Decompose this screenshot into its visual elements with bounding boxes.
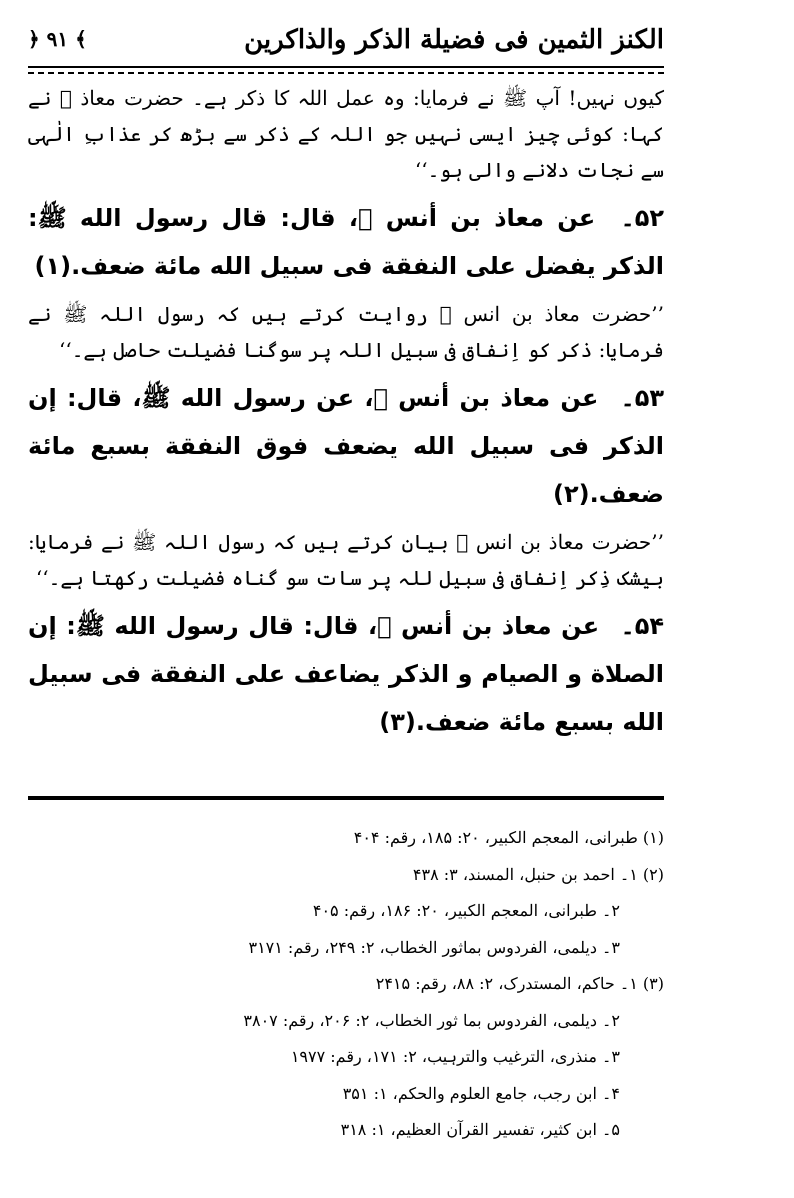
running-title: الكنز الثمين فى فضيلة الذكر والذاكرين xyxy=(244,25,664,55)
main-content xyxy=(28,80,664,752)
footnote-2: (۲) ۱۔ احمد بن حنبل، المسند، ۳: ۴۳۸ xyxy=(412,864,664,884)
hadith-number: ۵۴۔ xyxy=(620,612,665,640)
hadith-number: ۵۳۔ xyxy=(620,384,665,412)
hadith-number: ۵۲۔ xyxy=(620,204,665,232)
footnote-rule xyxy=(28,796,664,800)
footnote-3-ref: ۵۔ ابن کثیر، تفسیر القرآن العظیم، ۱: ۳۱۸ xyxy=(340,1120,620,1139)
page-header xyxy=(28,20,664,64)
hadith-52-arabic xyxy=(28,194,664,290)
footnote-3-ref: ۴۔ ابن رجب، جامع العلوم والحکم، ۱: ۳۵۱ xyxy=(342,1083,620,1103)
hadith-53-translation: ’’حضرت معاذ بن انس ﷛ بیان کرتے ہیں کہ رسول اللہ ﷺ نے فرمایا: بیشک ذِکر اِنفاق فی سبیل للہ پر سات سو گناہ فضیلت رکھتا ہے۔‘‘ xyxy=(28,530,664,590)
hadith-53-arabic xyxy=(28,374,664,518)
header-dashed-rule xyxy=(28,72,664,74)
page-number: ﴿ ۹۱ ﴾ xyxy=(28,27,87,51)
hadith-text: عن معاذ بن أنس ﷛، قال: قال رسول الله ﷺ: الذكر يفضل على النفقة فى سبيل الله مائة ضعف.(۱) xyxy=(28,204,664,280)
hadith-54-arabic xyxy=(28,602,664,746)
header-rule xyxy=(28,66,664,68)
hadith-text: عن معاذ بن أنس ﷛، قال: قال رسول الله ﷺ: إن الصلاة و الصيام و الذكر يضاعف على النفقة فى سبيل الله بسبع مائة ضعف.(۳) xyxy=(28,612,664,736)
footnote-3: (۳) ۱۔ حاکم، المستدرک، ۲: ۸۸، رقم: ۲۴۱۵ xyxy=(375,974,664,993)
footnote-3-ref: ۲۔ دیلمی، الفردوس بما ثور الخطاب، ۲: ۲۰۶، رقم: ۳۸۰۷ xyxy=(243,1010,620,1030)
hadith-52-translation: ’’حضرت معاذ بن انس ﷛ روایت کرتے ہیں کہ رسول اللہ ﷺ نے فرمایا: ذکر کو اِنفاق فی سبیل اللہ پر سوگنا فضیلت حاصل ہے۔‘‘ xyxy=(28,302,664,362)
footnote-2-ref: ۲۔ طبرانی، المعجم الکبیر، ۲۰: ۱۸۶، رقم: ۴۰۵ xyxy=(312,901,620,920)
footnote-1: (۱) طبرانی، المعجم الکبیر، ۲۰: ۱۸۵، رقم: ۴۰۴ xyxy=(353,828,664,847)
footnote-2-ref: ۳۔ دیلمی، الفردوس بماثور الخطاب، ۲: ۲۴۹، رقم: ۳۱۷۱ xyxy=(248,937,620,957)
footnotes xyxy=(64,820,664,1149)
urdu-paragraph: کیوں نہیں! آپ ﷺ نے فرمایا: وہ عمل اللہ کا ذکر ہے۔ حضرت معاذ ﷛ نے کہا: کوئی چیز ایسی نہیں جو اللہ کے ذکر سے بڑھ کر عذابِ الٰہی سے نجات دلانے والی ہو۔‘‘ xyxy=(28,86,664,182)
hadith-text: عن معاذ بن أنس ﷛، عن رسول الله ﷺ، قال: إن الذكر فى سبيل الله يضعف فوق النفقة بسبع مائة ضعف.(۲) xyxy=(28,384,664,508)
footnote-3-ref: ۳۔ منذری، الترغیب والترہیب، ۲: ۱۷۱، رقم: ۱۹۷۷ xyxy=(290,1047,620,1066)
